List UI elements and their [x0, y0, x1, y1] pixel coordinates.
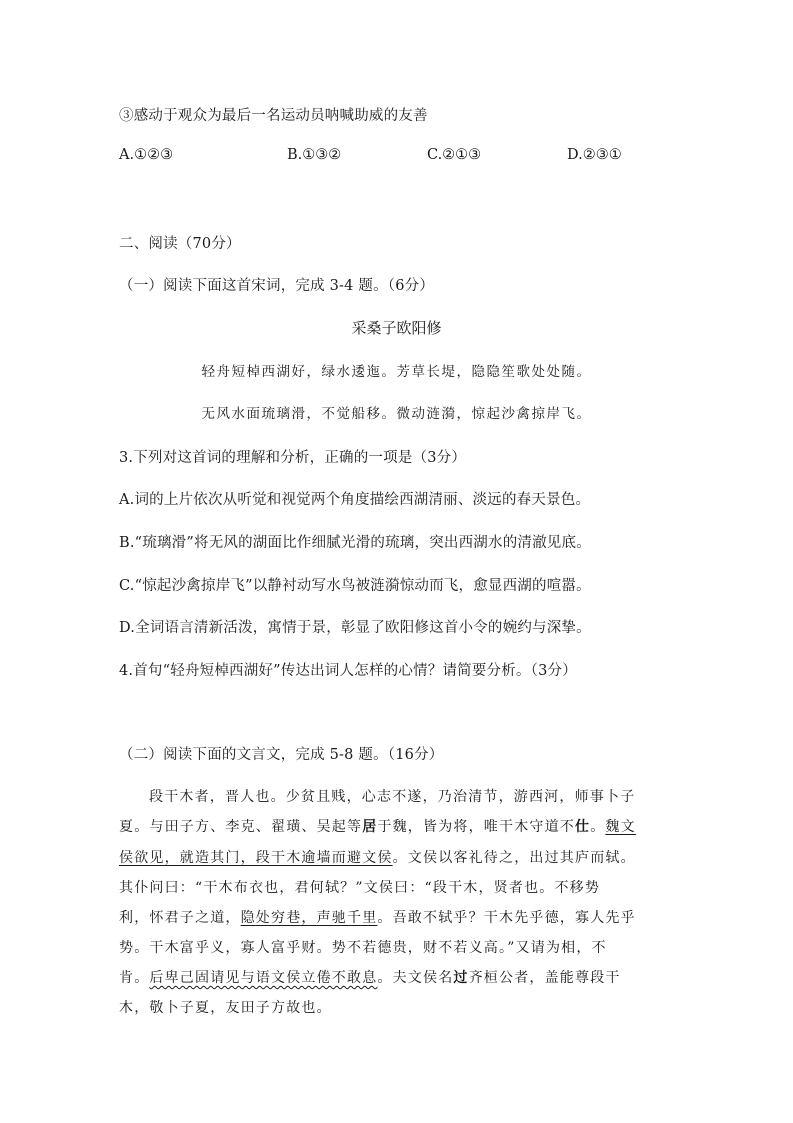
passage-text: 夏。与田子方、李克、翟璜、吴起等 — [119, 819, 363, 835]
question-3-option-b: B.“琉璃滑”将无风的湖面比作细腻光滑的琉璃，突出西湖水的清澈见底。 — [119, 535, 591, 551]
poem-line: 无风水面琉璃滑，不觉船移。微动涟漪，惊起沙禽掠岸飞。 — [201, 406, 592, 422]
question-3-option-d: D.全词语言清新活泼，寓情于景，彰显了欧阳修这首小令的婉约与深挚。 — [119, 620, 591, 636]
part-two-heading: （二）阅读下面的文言文，完成 5-8 题。（16分） — [119, 747, 444, 763]
passage-text: 。吾敢不轼乎？干木先乎德，寡人先乎 — [377, 910, 636, 926]
underlined-sentence: 魏文 — [605, 819, 636, 835]
passage-text: 利，怀君子之道， — [119, 910, 241, 926]
question-4: 4.首句“轻舟短棹西湖好”传达出词人怎样的心情？请简要分析。（3分） — [119, 663, 577, 679]
passage-text: 齐桓公者，盖能尊段干 — [468, 970, 621, 986]
option-d: D.②③① — [567, 147, 622, 163]
passage-line — [119, 997, 679, 1017]
question-item-3: ③感动于观众为最后一名运动员呐喊助威的友善 — [119, 108, 428, 124]
option-a: A.①②③ — [119, 147, 174, 163]
passage-line — [119, 877, 679, 897]
passage-line — [149, 786, 709, 806]
passage-keyword: 居 — [362, 819, 378, 835]
question-3-option-a: A.词的上片依次从听觉和视觉两个角度描绘西湖清丽、淡远的春天景色。 — [119, 492, 591, 508]
section-heading: 二、阅读（70分） — [119, 236, 241, 252]
passage-keyword: 仕 — [575, 819, 591, 835]
option-b: B.①③② — [287, 147, 342, 163]
passage-text: 。 — [590, 819, 606, 835]
wavy-underlined-sentence: 后卑己固请见与语文侯立倦不敢息 — [149, 970, 378, 986]
passage-text: 。夫文侯名 — [377, 970, 454, 986]
underlined-sentence: 隐处穷巷，声驰千里 — [240, 910, 378, 926]
underlined-sentence: 侯欲见，就造其门，段干木逾墙而避文侯 — [119, 850, 393, 866]
poem-line: 轻舟短棹西湖好，绿水逶迤。芳草长堤，隐隐笙歌处处随。 — [201, 364, 592, 380]
passage-text: 势。干木富乎义，寡人富乎财。势不若德贵，财不若义高。”又请为相，不 — [119, 940, 607, 956]
passage-text: 。文侯以客礼待之，出过其庐而轼。 — [392, 850, 636, 866]
passage-line — [119, 967, 679, 987]
passage-line — [119, 907, 679, 927]
passage-text: 木，敬卜子夏，友田子方故也。 — [119, 1000, 332, 1016]
question-3-option-c: C.“惊起沙禽掠岸飞”以静衬动写水鸟被涟漪惊动而飞，愈显西湖的喧嚣。 — [119, 578, 591, 594]
question-3-stem: 3.下列对这首词的理解和分析，正确的一项是（3分） — [119, 450, 467, 466]
passage-text: 段干木者，晋人也。少贫且贱，心志不遂，乃治清节，游西河，师事卜子 — [149, 789, 636, 805]
passage-line — [119, 847, 679, 867]
passage-line — [119, 937, 679, 957]
passage-line — [119, 816, 679, 836]
part-one-heading: （一）阅读下面这首宋词，完成 3-4 题。（6分） — [119, 278, 435, 294]
passage-keyword: 过 — [453, 970, 469, 986]
passage-text: 于魏，皆为将，唯干木守道不 — [377, 819, 576, 835]
poem-title: 采桑子欧阳修 — [351, 319, 442, 337]
passage-text: 肯。 — [119, 970, 150, 986]
option-c: C.②①③ — [427, 147, 482, 163]
passage-text: 其仆问曰：“干木布衣也，君何轼？”文侯曰：“段干木，贤者也。不移势 — [119, 880, 601, 896]
